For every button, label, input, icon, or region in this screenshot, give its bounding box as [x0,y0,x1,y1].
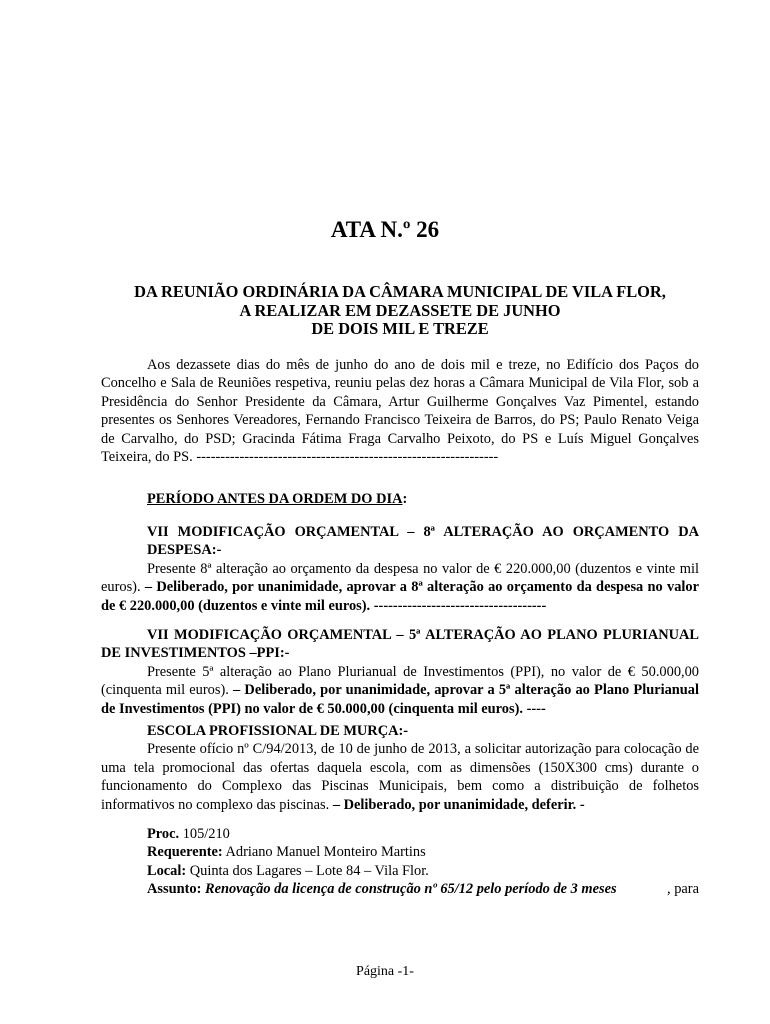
requerente-value: Adriano Manuel Monteiro Martins [222,844,426,861]
process-details [101,825,699,899]
proc-value: 105/210 [179,826,230,842]
assunto-line [101,880,699,898]
item-decision: – Deliberado, por unanimidade, aprovar a 5ª alteração ao Plano Plurianual de Investimentos (PPI) no valor de € 50.000,00 (cinquenta mil euros). ---- [101,682,699,717]
document-subtitle [100,283,700,339]
assunto-value: Renovação da licença de construção nº 65/12 pelo período de 3 meses [205,881,617,898]
item-heading: ESCOLA PROFISSIONAL DE MURÇA:- [147,723,409,739]
assunto-tail: , para [667,881,699,898]
item-budget-change [101,523,699,615]
item-investment-plan [101,626,699,718]
subtitle-line: DA REUNIÃO ORDINÁRIA DA CÂMARA MUNICIPAL DE VILA FLOR, [134,282,666,301]
local-line [101,862,699,880]
proc-line [101,825,699,843]
assunto-label: Assunto: [147,881,202,898]
item-heading: VII MODIFICAÇÃO ORÇAMENTAL – 5ª ALTERAÇÃO AO PLANO PLURIANUAL DE INVESTIMENTOS –PPI:- [101,627,699,662]
local-value: Quinta dos Lagares – Lote 84 – Vila Flor. [186,862,429,879]
proc-label: Proc. [147,826,180,842]
page-title: ATA N.º 26 [330,217,440,242]
item-heading: VII MODIFICAÇÃO ORÇAMENTAL – 8ª ALTERAÇÃO AO ORÇAMENTO DA DESPESA:- [147,524,699,559]
requerente-label: Requerente: [147,844,223,861]
period-heading-text: PERÍODO ANTES DA ORDEM DO DIA [147,491,403,507]
period-heading-colon: : [402,491,408,507]
item-description: Presente ofício nº C/94/2013, de 10 de junho de 2013, a solicitar autorização para colocação de uma tela promocional das ofertas daquela escola, com as dimensões (150X300 cms) durante o funcionamento do Complexo das Piscinas Municipais, bem como a distribuição de folhetos informativos no complexo das piscinas. [101,741,699,813]
requerente-line [101,843,699,861]
page-number: Página -1- [356,964,414,979]
item-description: Presente 5ª alteração ao Plano Plurianual de Investimentos (PPI), no valor de € 50.000,00 (cinquenta mil euros). [101,663,699,699]
item-text [101,740,699,814]
intro-paragraph: Aos dezassete dias do mês de junho do ano de dois mil e treze, no Edifício dos Paços do Concelho e Sala de Reuniões respetiva, reuniu pelas dez horas a Câmara Municipal de Vila Flor, sob a Presidência do Senhor Presidente da Câmara, Artur Guilherme Gonçalves Vaz Pimentel, estando presentes os Senhores Vereadores, Fernando Francisco Teixeira de Barros, do PS; Paulo Renato Veiga de Carvalho, do PSD; Gracinda Fátima Fraga Carvalho Peixoto, do PS e Luís Miguel Gonçalves Teixeira, do PS. --------------------------------------------------------------- [101,357,699,466]
item-text [101,560,699,615]
item-decision: – Deliberado, por unanimidade, deferir. - [332,796,585,813]
subtitle-line: DE DOIS MIL E TREZE [311,319,489,338]
period-heading [101,490,745,508]
item-text [101,663,699,718]
subtitle-line: A REALIZAR EM DEZASSETE DE JUNHO [239,300,561,320]
item-description: Presente 8ª alteração ao orçamento da despesa no valor de € 220.000,00 (duzentos e vinte mil euros). [101,560,699,596]
item-school [101,722,699,814]
local-label: Local: [147,862,187,879]
item-decision: – Deliberado, por unanimidade, aprovar a 8ª alteração ao orçamento da despesa no valor de € 220.000,00 (duzentos e vinte mil euros). ------------------------------------ [101,579,699,614]
